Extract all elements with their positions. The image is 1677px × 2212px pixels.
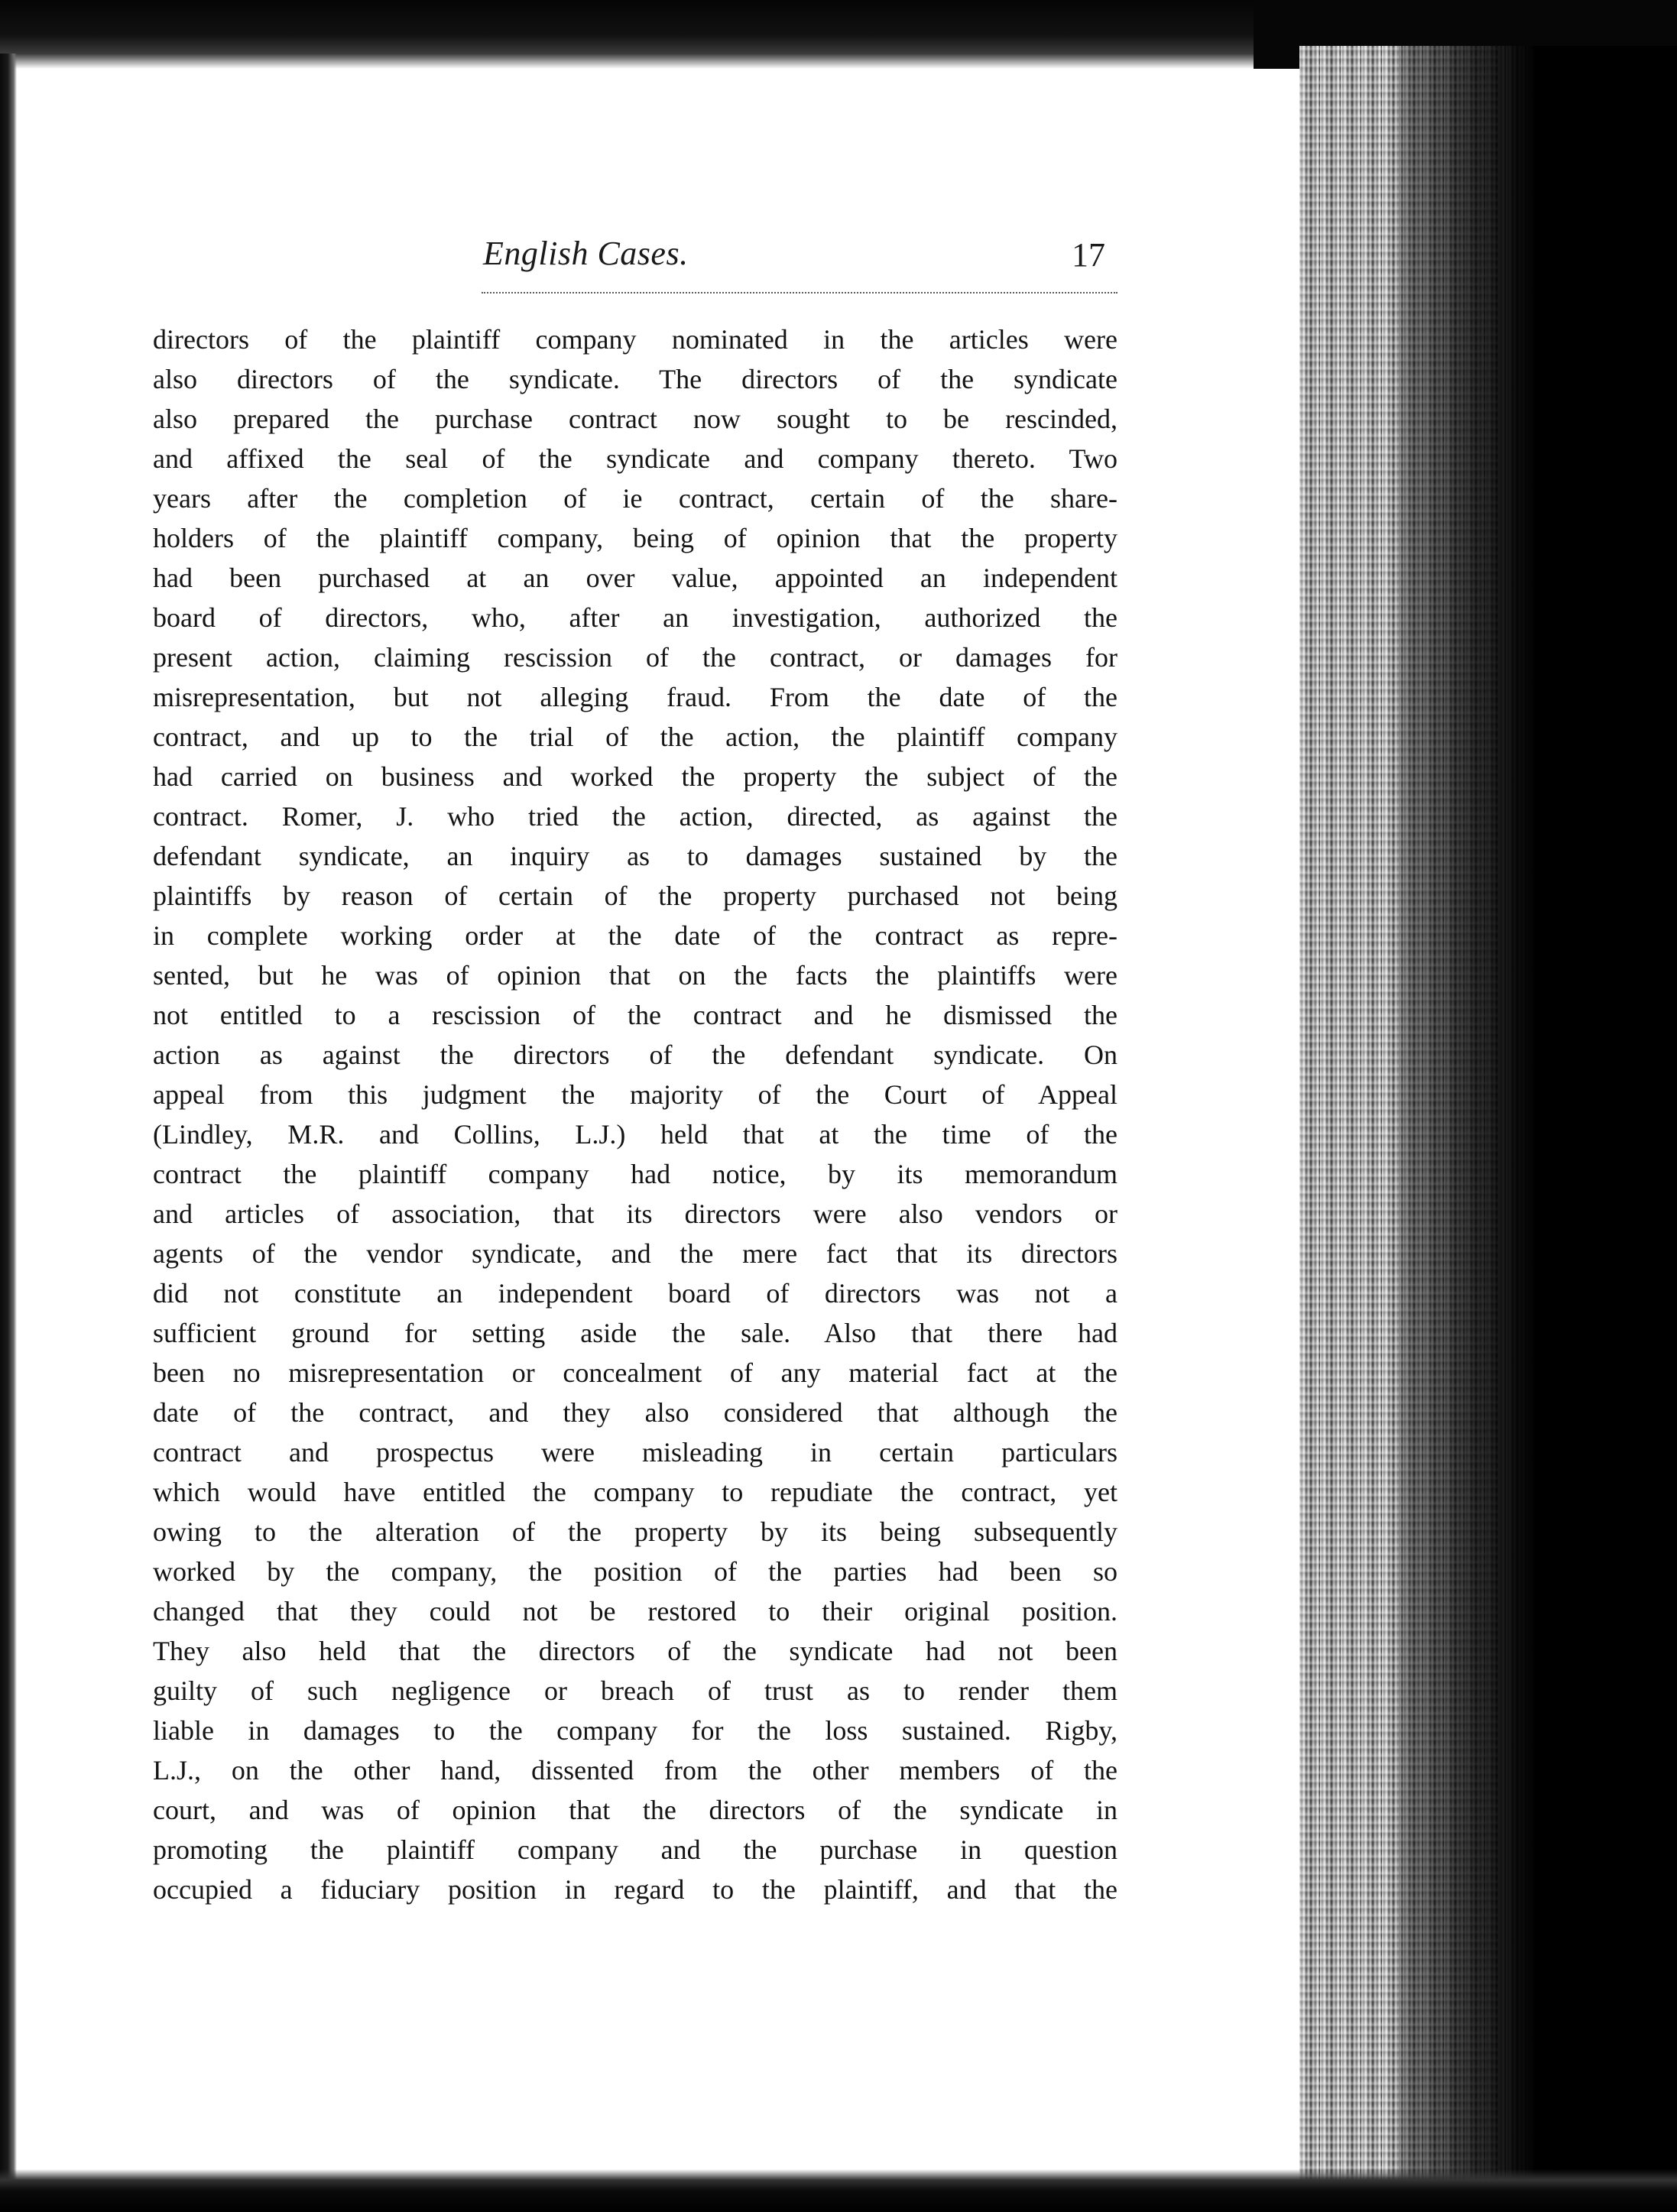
text-line-content: L.J., on the other hand, dissented from the other members of the <box>153 1755 1117 1785</box>
text-line <box>153 1552 1117 1591</box>
text-line-content: date of the contract, and they also considered that although the <box>153 1397 1117 1428</box>
scan-top-edge <box>0 0 1315 69</box>
text-line-content: had carried on business and worked the property the subject of the <box>153 761 1117 792</box>
text-line <box>153 916 1117 955</box>
text-line-content: occupied a fiduciary position in regard to the plaintiff, and that the <box>153 1874 1117 1905</box>
text-line <box>153 1313 1117 1353</box>
text-line-content: and articles of association, that its directors were also vendors or <box>153 1198 1117 1229</box>
text-line <box>153 757 1117 796</box>
text-line-content: present action, claiming rescission of the contract, or damages for <box>153 642 1117 673</box>
text-line-content: promoting the plaintiff company and the purchase in question <box>153 1834 1117 1865</box>
text-line <box>153 399 1117 439</box>
text-line <box>153 1671 1117 1711</box>
book-page <box>153 229 1117 1905</box>
text-line-content: contract, and up to the trial of the action, the plaintiff company <box>153 722 1117 752</box>
text-line <box>153 955 1117 995</box>
text-line <box>153 1750 1117 1790</box>
text-line <box>153 1234 1117 1273</box>
text-line <box>153 1393 1117 1432</box>
text-line <box>153 1830 1117 1870</box>
text-line <box>153 677 1117 717</box>
text-line-content: and affixed the seal of the syndicate and company thereto. Two <box>153 443 1117 474</box>
text-line <box>153 1870 1117 1909</box>
text-line-content: did not constitute an independent board of directors was not a <box>153 1278 1117 1309</box>
text-line <box>153 1154 1117 1194</box>
text-line-content: owing to the alteration of the property by its being subsequently <box>153 1516 1117 1547</box>
text-line <box>153 1432 1117 1472</box>
text-line-content: board of directors, who, after an investigation, authorized the <box>153 602 1117 633</box>
text-line-content: which would have entitled the company to repudiate the contract, yet <box>153 1477 1117 1507</box>
text-line <box>153 1631 1117 1671</box>
text-line <box>153 359 1117 399</box>
body-text <box>153 319 1117 1909</box>
text-line-content: contract the plaintiff company had notice, by its memorandum <box>153 1159 1117 1189</box>
text-line-content: had been purchased at an over value, appointed an independent <box>153 563 1117 593</box>
text-line-content: contract and prospectus were misleading in certain particulars <box>153 1437 1117 1468</box>
text-line <box>153 1273 1117 1313</box>
text-line <box>153 717 1117 757</box>
text-line <box>153 1035 1117 1075</box>
scan-bottom-edge <box>0 2169 1677 2212</box>
text-line <box>153 558 1117 598</box>
book-spine-shadow <box>1399 46 1677 2212</box>
text-line-content: holders of the plaintiff company, being of opinion that the property <box>153 523 1117 553</box>
text-line-content: agents of the vendor syndicate, and the mere fact that its directors <box>153 1238 1117 1269</box>
text-line <box>153 319 1117 359</box>
text-line <box>153 478 1117 518</box>
text-line-content: appeal from this judgment the majority of the Court of Appeal <box>153 1079 1117 1110</box>
text-line <box>153 637 1117 677</box>
text-line-content: liable in damages to the company for the loss sustained. Rigby, <box>153 1715 1117 1746</box>
text-line-content: worked by the company, the position of the parties had been so <box>153 1556 1117 1587</box>
text-line-content: misrepresentation, but not alleging fraud. From the date of the <box>153 682 1117 712</box>
text-line <box>153 1353 1117 1393</box>
text-line-content: also directors of the syndicate. The directors of the syndicate <box>153 364 1117 394</box>
text-line <box>153 836 1117 876</box>
text-line <box>153 1114 1117 1154</box>
running-head <box>153 229 1117 283</box>
text-line <box>153 1711 1117 1750</box>
text-line-content: directors of the plaintiff company nominated in the articles were <box>153 324 1117 355</box>
text-line-content: contract. Romer, J. who tried the action, directed, as against the <box>153 801 1117 832</box>
text-line-content: in complete working order at the date of the contract as repre- <box>153 920 1117 951</box>
text-line <box>153 439 1117 478</box>
text-line <box>153 1472 1117 1512</box>
text-line-content: sented, but he was of opinion that on the facts the plaintiffs were <box>153 960 1117 991</box>
text-line-content: not entitled to a rescission of the contract and he dismissed the <box>153 1000 1117 1030</box>
text-line <box>153 1790 1117 1830</box>
text-line-content: plaintiffs by reason of certain of the property purchased not being <box>153 881 1117 911</box>
text-line <box>153 1194 1117 1234</box>
text-line-content: They also held that the directors of the syndicate had not been <box>153 1636 1117 1666</box>
text-line <box>153 598 1117 637</box>
text-line <box>153 1591 1117 1631</box>
text-line-content: (Lindley, M.R. and Collins, L.J.) held that at the time of the <box>153 1119 1117 1150</box>
text-line-content: been no misrepresentation or concealment of any material fact at the <box>153 1357 1117 1388</box>
text-line <box>153 995 1117 1035</box>
scan-left-edge <box>0 54 17 2212</box>
running-title: English Cases. <box>483 235 689 272</box>
text-line <box>153 1512 1117 1552</box>
page-number: 17 <box>1072 236 1105 274</box>
text-line <box>153 796 1117 836</box>
text-line <box>153 876 1117 916</box>
text-line-content: court, and was of opinion that the directors of the syndicate in <box>153 1795 1117 1825</box>
header-rule <box>482 292 1117 294</box>
text-line-content: years after the completion of ie contract, certain of the share- <box>153 483 1117 514</box>
text-line-content: guilty of such negligence or breach of trust as to render them <box>153 1675 1117 1706</box>
text-line <box>153 1075 1117 1114</box>
text-line-content: defendant syndicate, an inquiry as to damages sustained by the <box>153 841 1117 871</box>
text-line-content: action as against the directors of the defendant syndicate. On <box>153 1040 1117 1070</box>
text-line <box>153 518 1117 558</box>
text-line-content: sufficient ground for setting aside the sale. Also that there had <box>153 1318 1117 1348</box>
text-line-content: also prepared the purchase contract now sought to be rescinded, <box>153 404 1117 434</box>
text-line-content: changed that they could not be restored to their original position. <box>153 1596 1117 1627</box>
